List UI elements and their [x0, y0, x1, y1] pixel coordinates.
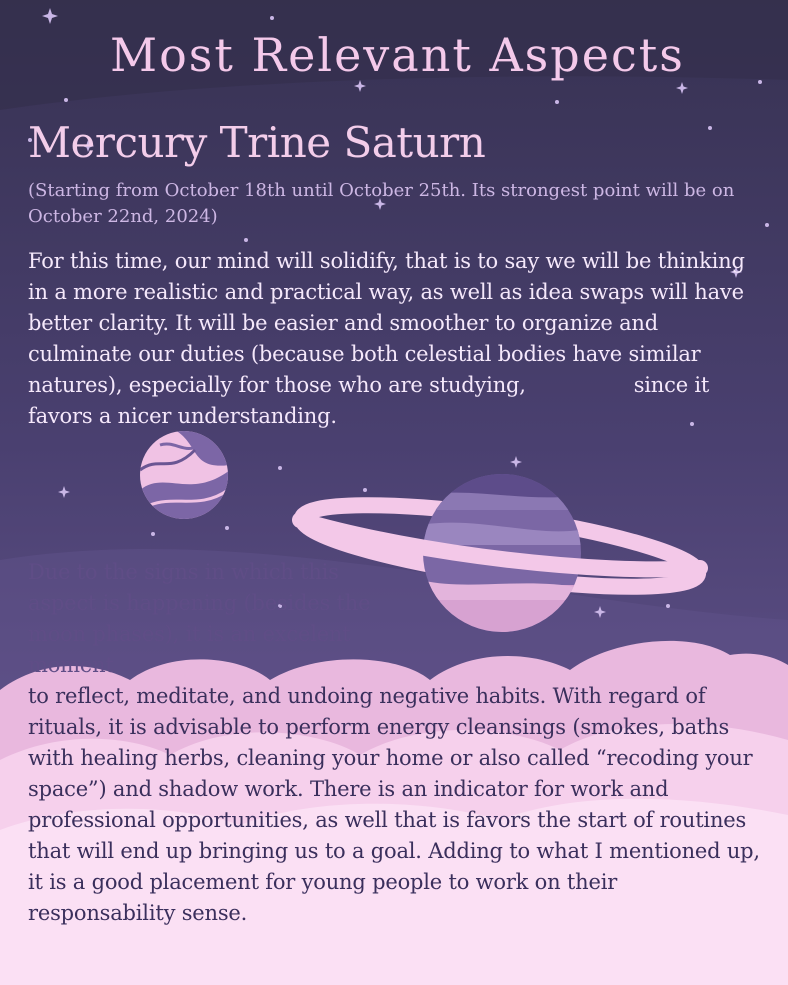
paragraph-1-start: For this time, our mind will solidify, that is to say we will be thinking in a more realistic and practical way, as well as idea swaps will have better clarity. It will be easier and smoother to organize and culminate our duties (because both celestial bodies have similar natures), especially for those who are studying,: [28, 249, 745, 397]
star-dot: [278, 466, 282, 470]
star-dot: [151, 532, 155, 536]
paragraph-1-end: since it favors a nicer understanding.: [28, 373, 710, 428]
paragraph-2-rest: to reflect, meditate, and undoing negative habits. With regard of rituals, it is advisable to perform energy cleansings (smokes, baths with healing herbs, cleaning your home or also called “recoding your space”) and shadow work. There is an indicator for work and professional opportunities, as well that is favors the start of routines that will end up bringing us to a goal. Adding to what I mentioned up, it is a good placement for young people to work on their responsability sense.: [28, 684, 760, 925]
star-dot: [270, 16, 274, 20]
page-title: Most Relevant Aspects: [110, 28, 685, 82]
star-dot: [244, 238, 248, 242]
aspect-heading: Mercury Trine Saturn: [28, 118, 486, 167]
star-dot: [555, 100, 559, 104]
star-dot: [64, 98, 68, 102]
star-dot: [666, 604, 670, 608]
paragraph-1: [28, 246, 763, 432]
star-dot: [225, 526, 229, 530]
paragraph-2-start: Due to the signs in which this aspect is happening (besides the moon phases), it is an excelent moment: [28, 560, 371, 677]
date-range: (Starting from October 18th until October 25th. Its strongest point will be on October 22nd, 2024): [28, 180, 735, 227]
star-dot: [765, 223, 769, 227]
star-dot: [363, 488, 367, 492]
